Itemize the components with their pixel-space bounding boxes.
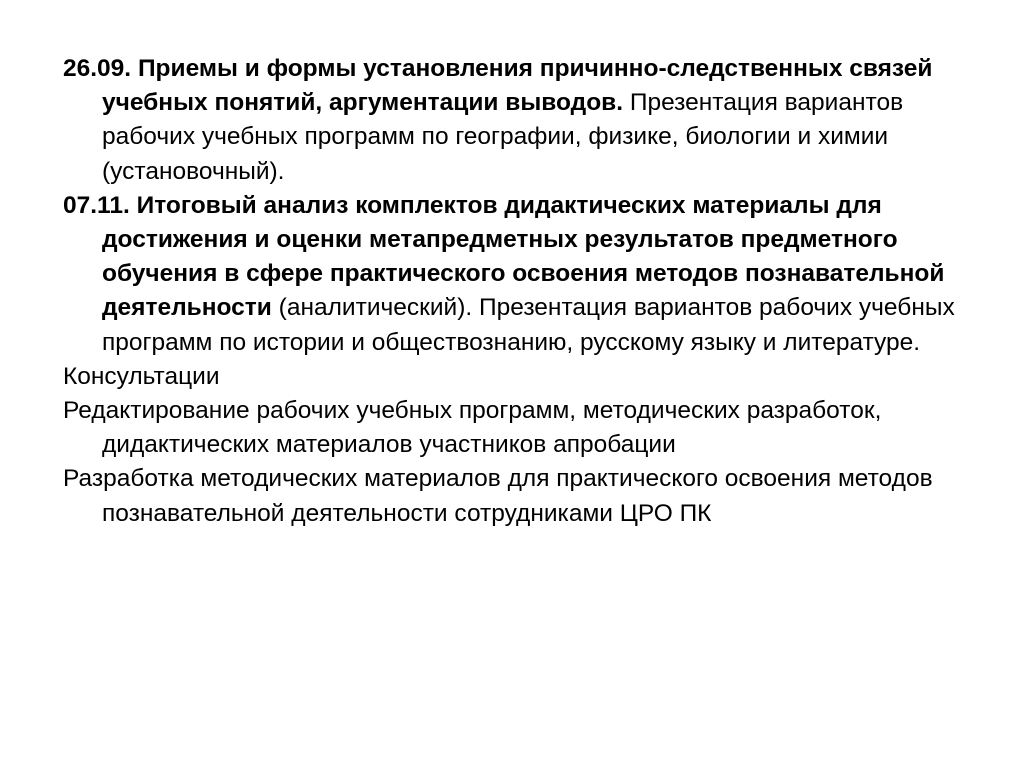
entry-2-title: Итоговый анализ комплектов дидактических материалы для достижения и оценки метапредметных результатов предметного обучения в сфере практического освоения методов познавательной деятельности [102, 191, 945, 322]
consultation-item-2: Разработка методических материалов для практического освоения методов познавательной деятельности сотрудниками ЦРО ПК [63, 465, 933, 527]
entry-1-description: Презентация вариантов рабочих учебных программ по географии, физике, биологии и химии (установочный). [102, 89, 904, 185]
consultation-item-1: Редактирование рабочих учебных программ, методических разработок, дидактических материалов участников апробации [63, 397, 882, 459]
slide-content [63, 52, 963, 531]
entry-2-date: 07.11. [63, 191, 130, 219]
entry-2-type-note: (аналитический). [278, 294, 473, 322]
entry-2-description: Презентация вариантов рабочих учебных программ по истории и обществознанию, русскому языку и литературе. [102, 294, 955, 356]
entry-1-date: 26.09. [63, 55, 132, 82]
schedule-entry-1 [63, 52, 963, 189]
schedule-entry-2 [63, 189, 963, 360]
entry-1-title: Приемы и формы установления причинно-следственных связей учебных понятий, аргументации выводов. [102, 55, 933, 117]
consultations-heading: Консультации [63, 362, 220, 390]
